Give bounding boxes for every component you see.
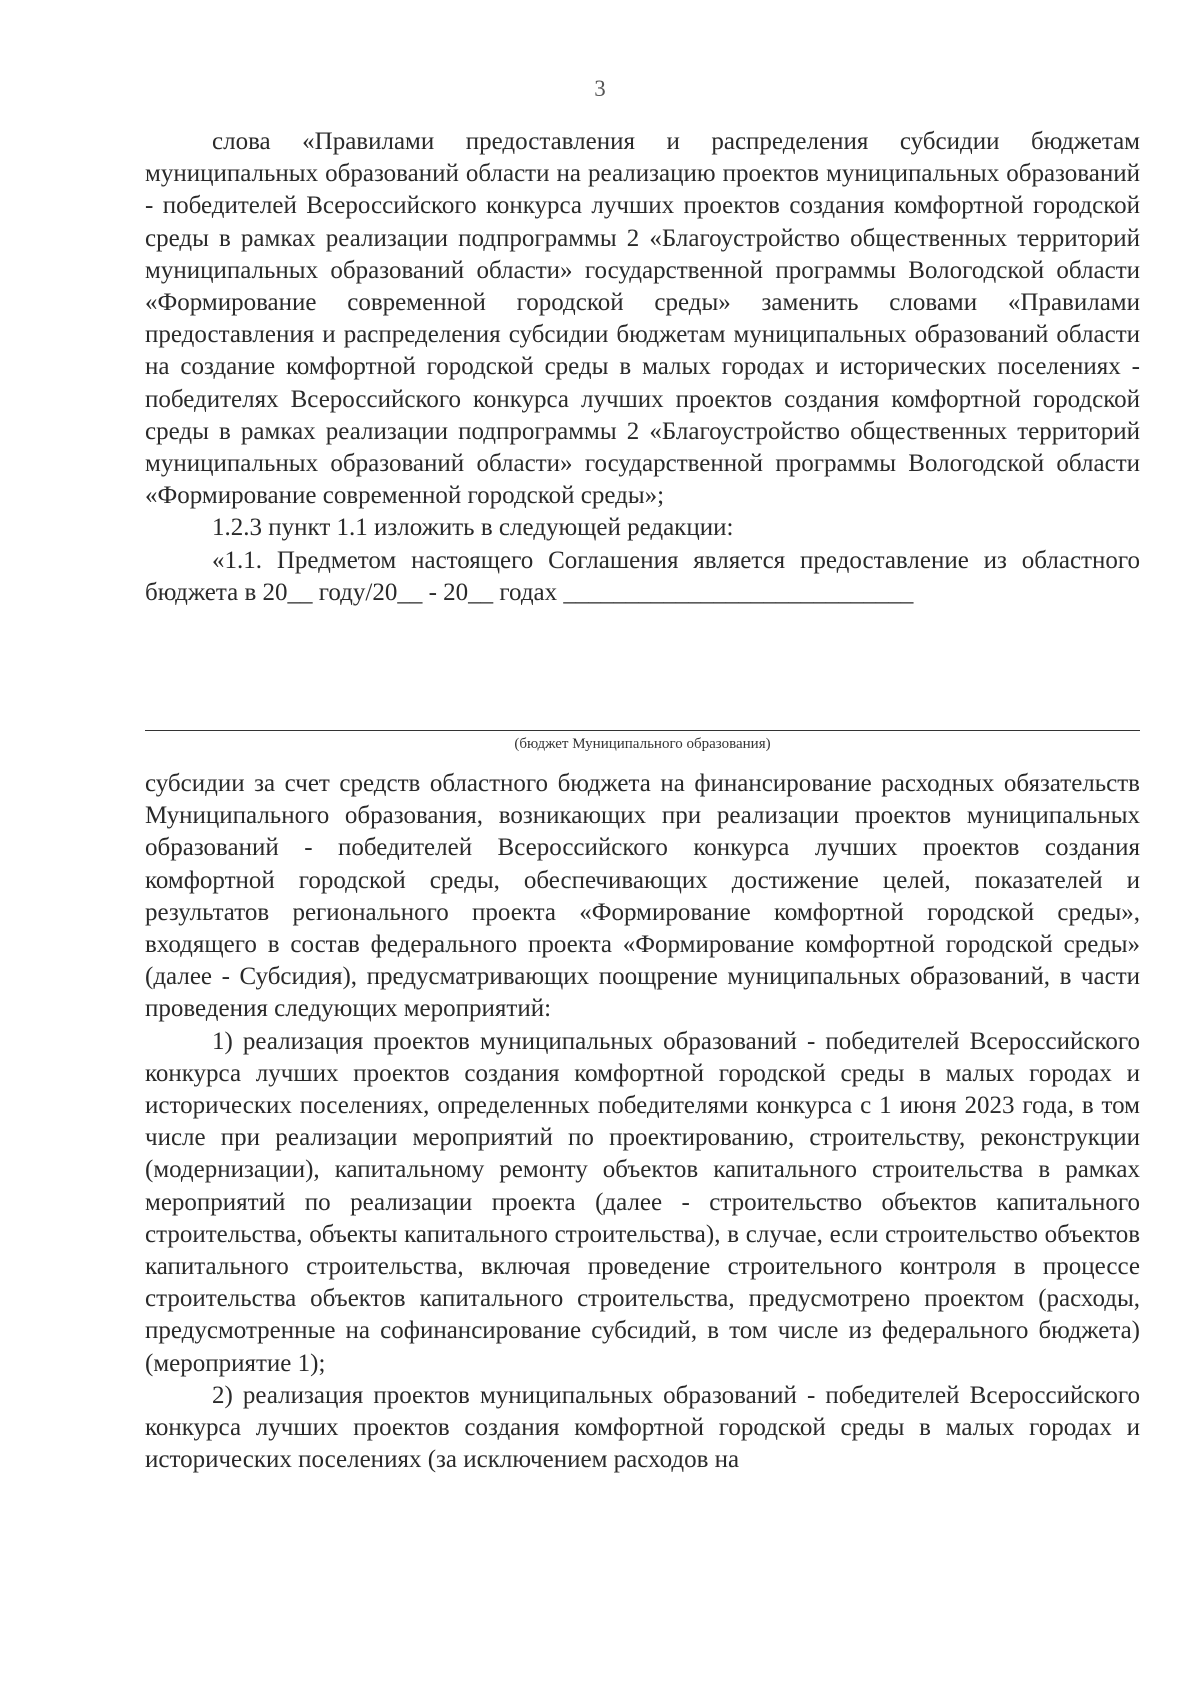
paragraph-item-1: 1) реализация проектов муниципальных образований - победителей Всероссийского конкурса лучших проектов создания комфортной городской среды в малых городах и исторических поселениях, определенных победителями конкурса с 1 июня 2023 года, в том числе при реализации мероприятий по проектированию, строительству, реконструкции (модернизации), капитальному ремонту объектов капитального строительства в рамках мероприятий по реализации проекта (далее - строительство объектов капитального строительства, объекты капитального строительства), в случае, если строительство объектов капитального строительства, включая проведение строительного контроля в процессе строительства объектов капитального строительства, предусмотрено проектом (расходы, предусмотренные на софинансирование субсидий, в том числе из федерального бюджета) (мероприятие 1);: [145, 1027, 1140, 1377]
paragraph-clause-1-1: «1.1. Предметом настоящего Соглашения является предоставление из областного бюджета в 20__ году/20__ - 20__ годах ____________________________: [145, 546, 1140, 606]
paragraph-rules-replacement: слова «Правилами предоставления и распределения субсидии бюджетам муниципальных образований области на реализацию проектов муниципальных образований - победителей Всероссийского конкурса лучших проектов создания комфортной городской среды в рамках реализации подпрограммы 2 «Благоустройство общественных территорий муниципальных образований области» государственной программы Вологодской области «Формирование современной городской среды» заменить словами «Правилами предоставления и распределения субсидии бюджетам муниципальных образований области на создание комфортной городской среды в малых городах и исторических поселениях - победителях Всероссийского конкурса лучших проектов создания комфортной городской среды в рамках реализации подпрограммы 2 «Благоустройство общественных территорий муниципальных образований области» государственной программы Вологодской области «Формирование современной городской среды»;: [145, 128, 1140, 510]
fill-in-blank-line: [145, 730, 1140, 731]
text-block-top: [145, 126, 1140, 609]
text-block-bottom: [145, 768, 1140, 1476]
paragraph-subsidy-purpose: субсидии за счет средств областного бюджета на финансирование расходных обязательств Муниципального образования, возникающих при реализации проектов муниципальных образований - победителей Всероссийского конкурса лучших проектов создания комфортной городской среды, обеспечивающих достижение целей, показателей и результатов регионального проекта «Формирование комфортной городской среды», входящего в состав федерального проекта «Формирование комфортной городской среды» (далее - Субсидия), предусматривающих поощрение муниципальных образований, в части проведения следующих мероприятий:: [145, 770, 1140, 1023]
paragraph-clause-1-2-3: 1.2.3 пункт 1.1 изложить в следующей редакции:: [212, 514, 734, 542]
blank-caption: (бюджет Муниципального образования): [514, 736, 771, 752]
paragraph-item-2: 2) реализация проектов муниципальных образований - победителей Всероссийского конкурса лучших проектов создания комфортной городской среды в малых городах и исторических поселениях (за исключением расходов на: [145, 1381, 1140, 1474]
page-number: 3: [594, 76, 606, 101]
